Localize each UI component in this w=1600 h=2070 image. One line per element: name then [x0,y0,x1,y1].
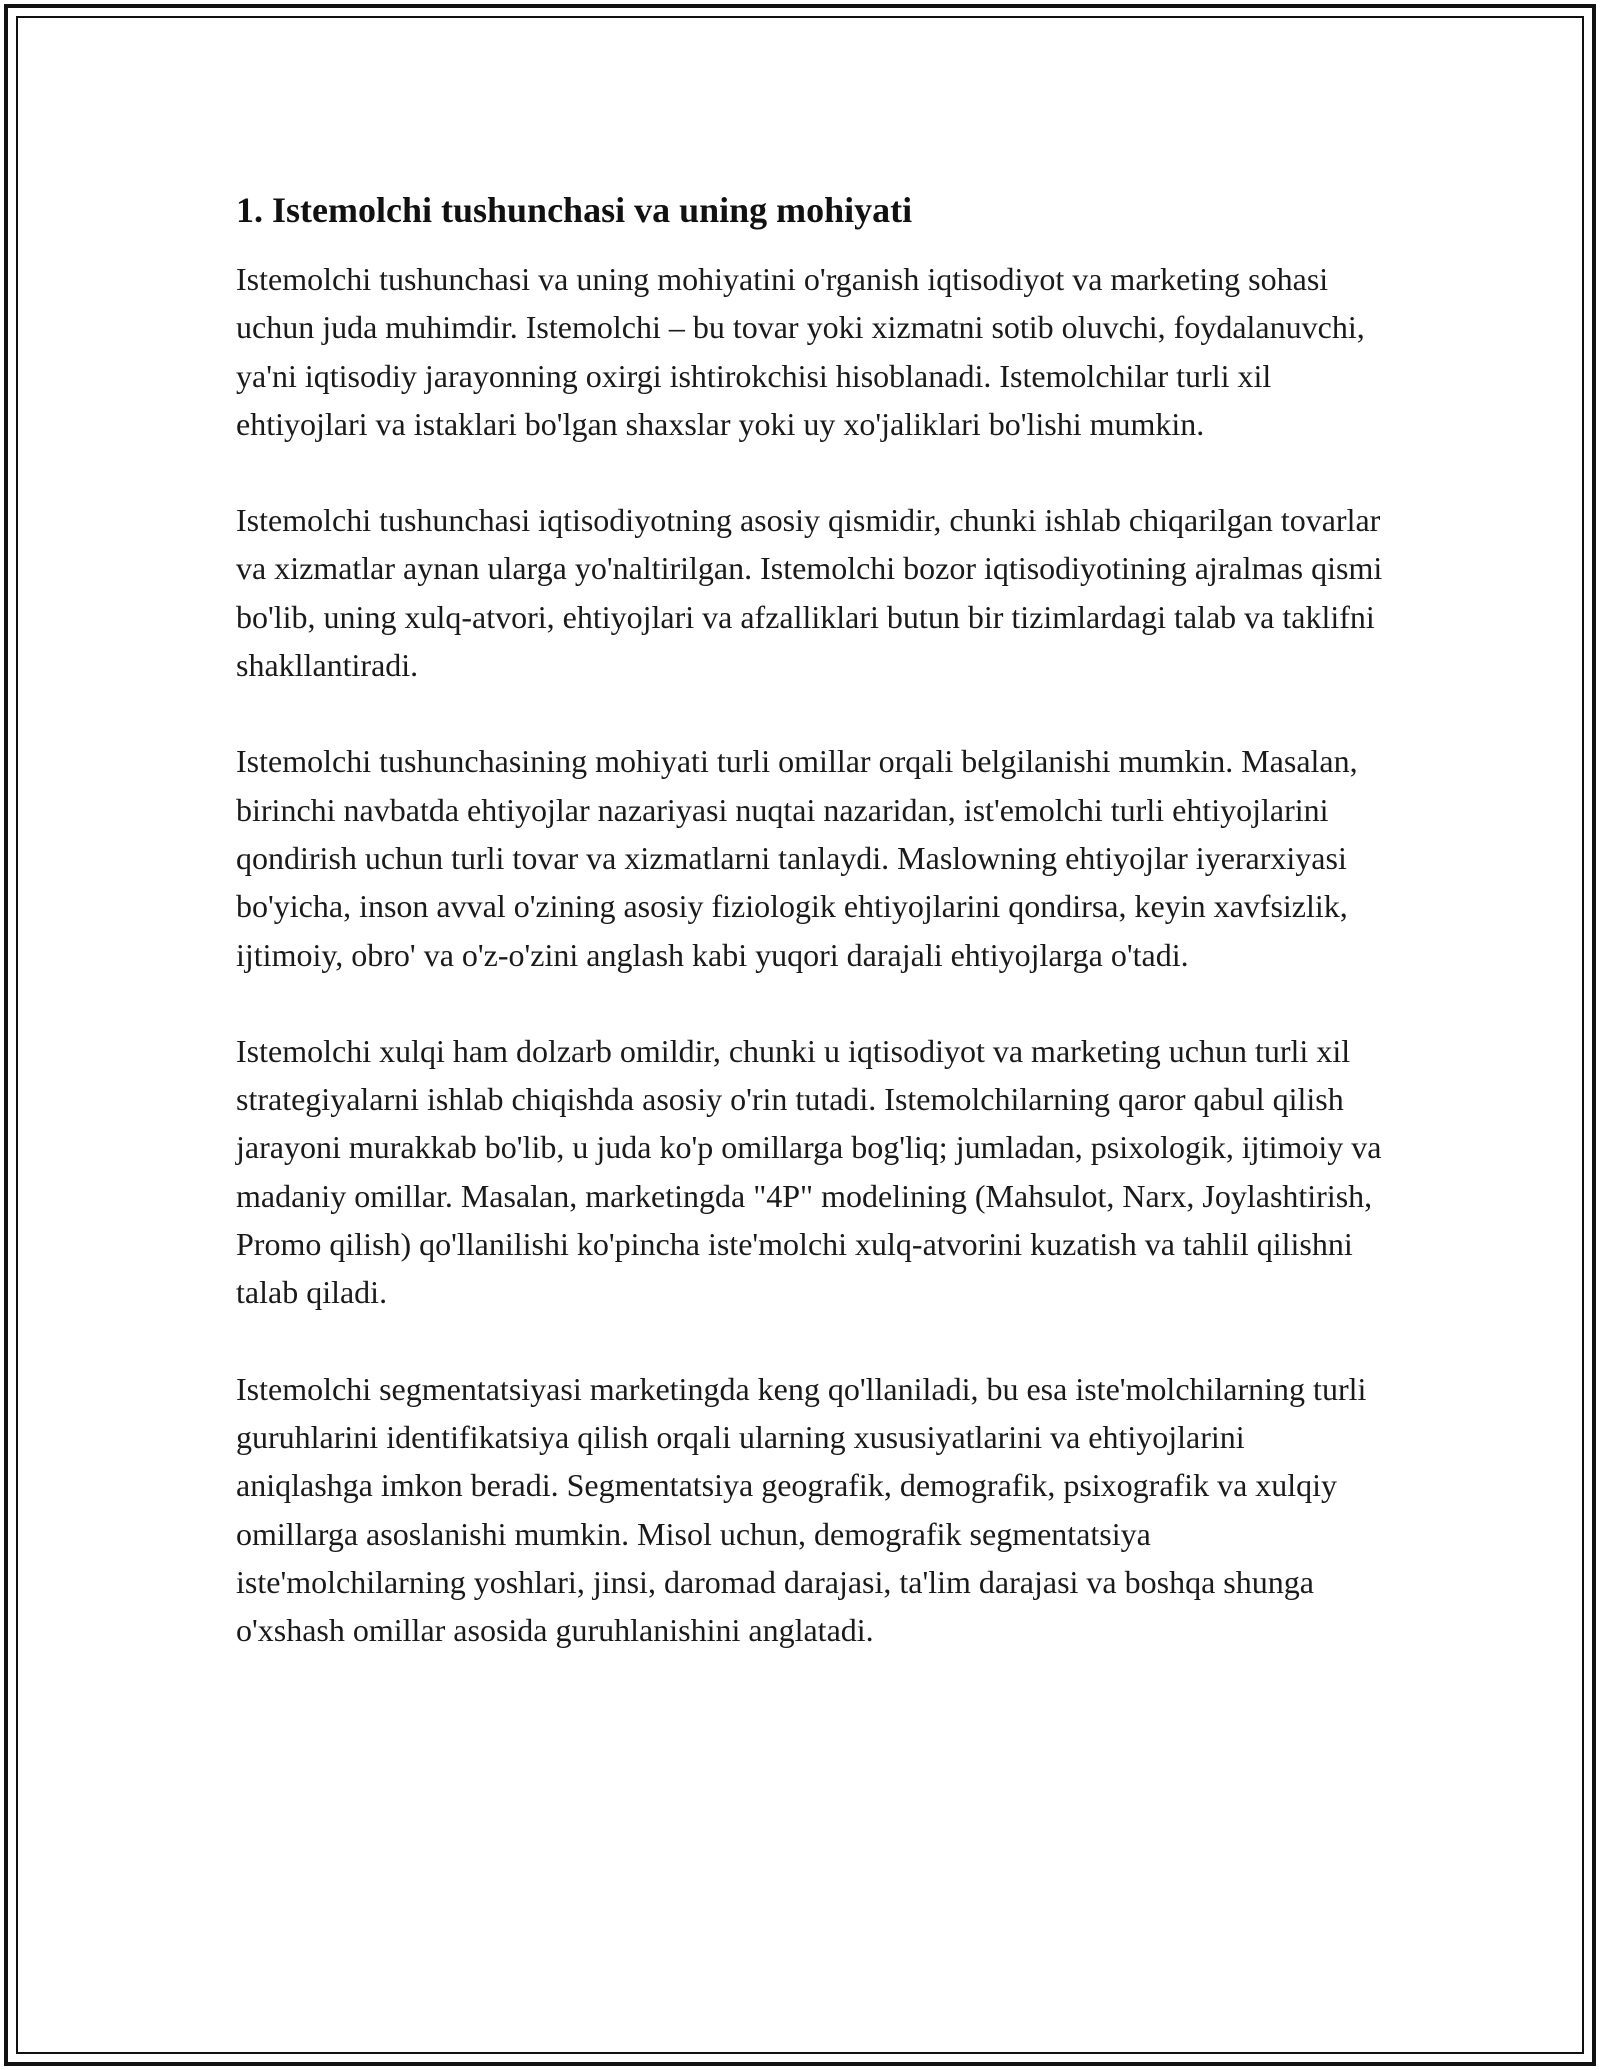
paragraph-5: Istemolchi segmentatsiyasi marketingda keng qo'llaniladi, bu esa iste'molchilarning turli guruhlarini identifikatsiya qilish orqali ularning xususiyatlarini va ehtiyojlarini aniqlashga imkon beradi. Segmentatsiya geografik, demografik, psixografik va xulqiy omillarga asoslanishi mumkin. Misol uchun, demografik segmentatsiya iste'molchilarning yoshlari, jinsi, daromad darajasi, ta'lim darajasi va boshqa shunga o'xshash omillar asosida guruhlanishini anglatadi. [236,1370,1367,1649]
paragraph-4: Istemolchi xulqi ham dolzarb omildir, chunki u iqtisodiyot va marketing uchun turli xil strategiyalarni ishlab chiqishda asosiy o'rin tutadi. Istemolchilarning qaror qabul qilish jarayoni murakkab bo'lib, u juda ko'p omillarga bog'liq; jumladan, psixologik, ijtimoiy va madaniy omillar. Masalan, marketingda "4P" modelining (Mahsulot, Narx, Joylashtirish, Promo qilish) qo'llanilishi ko'pincha iste'molchi xulq-atvorini kuzatish va tahlil qilishni talab qiladi. [236,1032,1382,1311]
document-body [236,186,1384,1702]
paragraph-2: Istemolchi tushunchasi iqtisodiyotning asosiy qismidir, chunki ishlab chiqarilgan tovarlar va xizmatlar aynan ularga yo'naltirilgan. Istemolchi bozor iqtisodiyotining ajralmas qismi bo'lib, uning xulq-atvori, ehtiyojlari va afzalliklari butun bir tizimlardagi talab va taklifni shakllantiradi. [236,502,1383,684]
paragraph-3: Istemolchi tushunchasining mohiyati turli omillar orqali belgilanishi mumkin. Masalan, birinchi navbatda ehtiyojlar nazariyasi nuqtai nazaridan, ist'emolchi turli ehtiyojlarini qondirish uchun turli tovar va xizmatlarni tanlaydi. Maslowning ehtiyojlar iyerarxiyasi bo'yicha, inson avval o'zining asosiy fiziologik ehtiyojlarini qondirsa, keyin xavfsizlik, ijtimoiy, obro' va o'z-o'zini anglash kabi yuqori darajali ehtiyojlarga o'tadi. [236,743,1358,973]
paragraph-1: Istemolchi tushunchasi va uning mohiyatini o'rganish iqtisodiyot va marketing sohasi uchun juda muhimdir. Istemolchi – bu tovar yoki xizmatni sotib oluvchi, foydalanuvchi, ya'ni iqtisodiy jarayonning oxirgi ishtirokchisi hisoblanadi. Istemolchilar turli xil ehtiyojlari va istaklari bo'lgan shaxslar yoki uy xo'jaliklari bo'lishi mumkin. [236,261,1365,442]
section-heading: 1. Istemolchi tushunchasi va uning mohiyati [236,190,913,230]
